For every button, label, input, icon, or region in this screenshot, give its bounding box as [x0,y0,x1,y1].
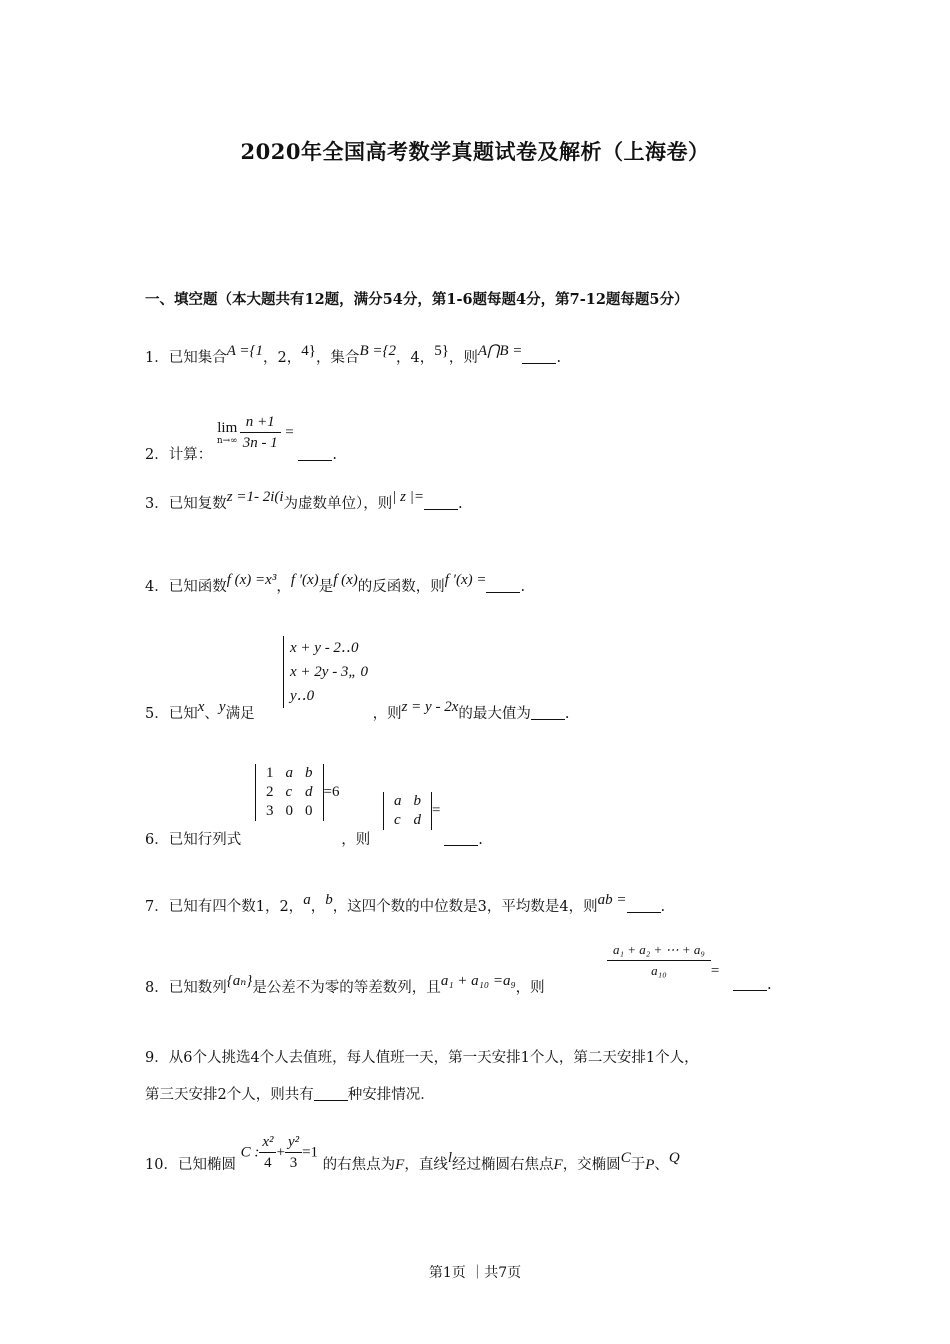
text: . [660,899,666,915]
text: . [520,579,526,595]
numerator: a₁ + a₂ + ⋯ + a₉ [607,940,711,961]
text: ，4， [395,350,435,366]
answer-blank[interactable] [314,1086,348,1101]
answer-blank[interactable] [298,446,332,461]
denominator: 3 [289,1155,298,1171]
determinant-3x3 [255,764,339,821]
complex-expr: z =1- 2i(i [226,489,284,505]
denominator: 4 [264,1155,272,1171]
inequality-3: y‥0 [290,688,315,704]
function-expr: f (x) =x³ [226,572,277,588]
inequality-2: x + 2y - 3„ 0 [290,664,369,680]
text: 的右焦点为 [322,1156,396,1173]
limit-symbol: lim [217,419,238,436]
determinant-2x2 [383,792,440,830]
answer-blank[interactable] [531,705,565,720]
inequality-1: x + y - 2‥0 [290,640,359,656]
question-9-line-1: 9．从6个人挑选4个人去值班，每人值班一天，第一天安排1个人，第二天安排1个人， [145,1050,699,1066]
ratio-expr [607,940,719,981]
question-2-label: 2．计算： [145,446,213,463]
text: 是 [318,579,334,595]
sequence: {aₙ} [226,973,253,989]
det-cell: a [285,765,293,781]
text: . [332,446,337,463]
answer-blank[interactable] [444,831,478,846]
numerator: n +1 [240,412,281,433]
ellipse-name: C [620,1149,631,1166]
objective-expr: z = y - 2x [401,699,459,715]
det-cell: d [305,784,313,800]
limit [217,420,238,446]
text: . [556,350,562,366]
var-b: b [325,892,333,908]
text: 是公差不为零的等差数列，且 [252,980,441,996]
det-cell: d [413,812,421,828]
text: 、 [204,706,219,722]
text: . [478,832,483,848]
var-y: y [218,699,226,715]
inequality-system [283,636,368,708]
equals: = [285,424,294,441]
det-cell: c [394,812,401,828]
det-cell: 2 [266,784,274,800]
focus-f: F [395,1156,405,1173]
set-a: A ={1 [226,343,263,359]
text: 的反函数，则 [357,579,445,595]
fraction [240,412,281,453]
question-3-label: 3．已知复数 [145,496,227,512]
text: ，则 [372,706,402,722]
det-cell: b [413,793,421,809]
question-6-label: 6．已知行列式 [145,832,242,848]
function-ref: f (x) [333,572,358,588]
intersection-expr: A⋂B = [477,343,523,359]
point-p: P [645,1156,655,1173]
inverse-function: f ′(x) [290,572,319,588]
question-7-label: 7．已知有四个数1，2， [145,899,304,915]
answer-blank[interactable] [627,898,661,913]
text: ，则 [515,980,545,996]
line-l: l [447,1149,453,1166]
question-2 [145,412,337,463]
plus: + [276,1144,285,1161]
text: 为虚数单位），则 [283,496,393,512]
condition-expr: a₁ + a₁₀ =a₉ [440,973,516,989]
text: ，这四个数的中位数是3，平均数是4，则 [332,899,598,915]
text: 种安排情况． [347,1087,435,1103]
question-9-line-2: 第三天安排2个人，则共有 [145,1087,314,1103]
section-heading: 一、填空题（本大题共有12题，满分54分，第1-6题每题4分，第7-12题每题5分） [145,291,689,308]
answer-blank[interactable] [424,495,458,510]
text: ，交椭圆 [562,1156,621,1173]
text: 满足 [225,706,255,722]
focus-f: F [553,1156,563,1173]
denominator: a₁₀ [651,963,667,978]
point-q: Q [668,1149,680,1166]
question-7 [145,892,666,916]
det-cell: b [305,765,313,781]
text: ，直线 [404,1156,448,1173]
det-cell: c [285,784,293,800]
text: . [767,977,772,993]
inverse-function-expr: f ′(x) = [444,572,487,588]
equals: = [432,802,441,819]
det-cell: 0 [285,803,293,819]
det-cell: a [394,793,402,809]
det-cell: 0 [305,803,313,819]
text: . [564,706,570,722]
modulus-expr: | z |= [392,489,424,505]
question-10-label: 10．已知椭圆 [145,1156,236,1173]
text: ，则 [341,832,371,848]
text: ，则 [448,350,478,366]
text: 、 [654,1156,669,1173]
product-expr: ab = [597,892,627,908]
question-1-label: 1．已知集合 [145,350,227,366]
det-cell: 1 [266,765,274,781]
text: ，2， [263,350,302,366]
set-b-end: 5} [434,343,449,359]
det-value: =6 [323,784,340,800]
det-cell: 3 [266,803,274,819]
text: ， [276,579,291,595]
numerator: y² [285,1132,302,1153]
var-a: a [303,892,311,908]
var-x: x [197,699,205,715]
question-8-label: 8．已知数列 [145,980,227,996]
equals: = [710,962,720,979]
numerator: x² [259,1132,276,1153]
text: . [458,496,463,512]
answer-blank[interactable] [486,578,520,593]
set-b: B ={2 [359,343,396,359]
question-9 [145,1046,699,1104]
equals: =1 [302,1144,319,1161]
text: 的最大值为 [458,706,531,722]
question-1 [145,343,562,367]
answer-blank[interactable] [522,349,556,364]
page-title: 2020年全国高考数学真题试卷及解析（上海卷） [240,139,710,164]
text: ，集合 [315,350,360,366]
text: 于 [630,1156,646,1173]
ellipse-name: C : [240,1144,260,1161]
question-3 [145,489,463,513]
text: ， [310,899,326,915]
question-10 [145,1132,680,1173]
text: 经过椭圆右焦点 [452,1156,554,1173]
set-a-end: 4} [301,343,316,359]
question-5-label: 5．已知 [145,706,198,722]
question-4-label: 4．已知函数 [145,579,227,595]
answer-blank[interactable] [733,976,767,991]
question-4 [145,572,526,596]
limit-subscript: n→∞ [216,435,238,446]
page-footer: 第1页 ｜共7页 [428,1265,522,1281]
denominator: 3n - 1 [242,435,278,451]
